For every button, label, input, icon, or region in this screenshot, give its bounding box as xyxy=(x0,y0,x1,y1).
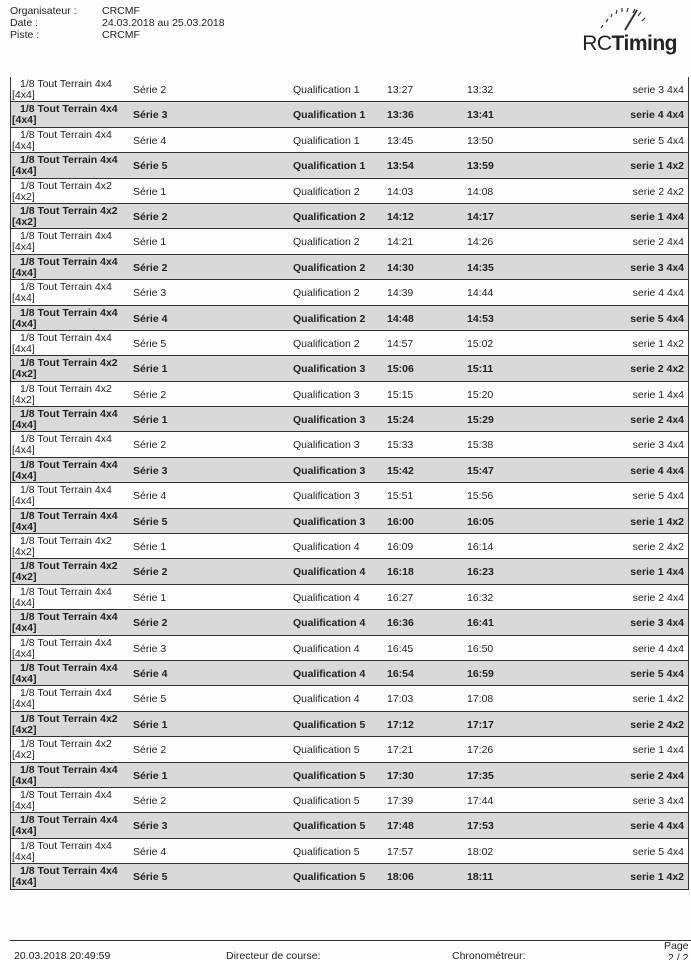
start-time-cell: 16:09 xyxy=(387,541,414,554)
next-serie-cell: serie 5 4x4 xyxy=(632,490,684,503)
class-cell: [4x4] xyxy=(12,698,35,711)
table-row xyxy=(11,585,688,610)
category-cell: 1/8 Tout Terrain 4x4 xyxy=(20,331,112,344)
serie-cell: Série 2 xyxy=(133,84,167,96)
category-cell: 1/8 Tout Terrain 4x4 xyxy=(20,763,118,776)
qualification-cell: Qualification 4 xyxy=(293,642,360,655)
start-time-cell: 17:30 xyxy=(387,769,414,782)
class-cell: [4x2] xyxy=(12,749,35,762)
serie-cell: Série 1 xyxy=(133,414,168,427)
table-row xyxy=(11,661,688,686)
table-row xyxy=(11,864,688,889)
next-serie-cell: serie 4 4x4 xyxy=(632,287,684,300)
class-cell: [4x2] xyxy=(12,368,37,381)
class-cell: [4x4] xyxy=(12,672,37,685)
end-time-cell: 16:05 xyxy=(467,515,494,528)
qualification-cell: Qualification 1 xyxy=(293,109,366,122)
page-number: 2 / 2 xyxy=(668,952,689,960)
serie-cell: Série 1 xyxy=(133,185,167,198)
end-time-cell: 15:56 xyxy=(467,490,494,503)
end-time-cell: 14:08 xyxy=(467,185,494,198)
next-serie-cell: serie 2 4x2 xyxy=(632,185,684,198)
qualification-cell: Qualification 3 xyxy=(293,515,366,528)
piste-label: Piste : xyxy=(10,29,40,41)
next-serie-cell: serie 5 4x4 xyxy=(630,312,684,325)
next-serie-cell: serie 1 4x4 xyxy=(630,566,684,579)
end-time-cell: 15:47 xyxy=(467,464,494,477)
serie-cell: Série 2 xyxy=(133,617,168,630)
end-time-cell: 16:41 xyxy=(467,617,494,630)
table-row xyxy=(11,788,688,813)
start-time-cell: 17:03 xyxy=(387,693,414,706)
class-cell: [4x2] xyxy=(12,215,37,228)
next-serie-cell: serie 4 4x4 xyxy=(632,642,684,655)
next-serie-cell: serie 1 4x2 xyxy=(632,693,684,706)
category-cell: 1/8 Tout Terrain 4x4 xyxy=(20,78,112,90)
class-cell: [4x4] xyxy=(12,165,37,178)
table-row xyxy=(11,813,688,838)
serie-cell: Série 1 xyxy=(133,591,167,604)
serie-cell: Série 2 xyxy=(133,210,168,223)
category-cell: 1/8 Tout Terrain 4x2 xyxy=(20,179,112,192)
table-row xyxy=(11,102,688,127)
next-serie-cell: serie 3 4x4 xyxy=(632,439,684,452)
qualification-cell: Qualification 5 xyxy=(293,794,360,807)
table-row xyxy=(11,306,688,331)
start-time-cell: 17:48 xyxy=(387,820,414,833)
qualification-cell: Qualification 5 xyxy=(293,820,366,833)
table-row xyxy=(11,153,688,178)
serie-cell: Série 2 xyxy=(133,388,167,401)
table-row xyxy=(11,432,688,457)
category-cell: 1/8 Tout Terrain 4x4 xyxy=(20,154,118,167)
serie-cell: Série 3 xyxy=(133,287,167,300)
start-time-cell: 17:12 xyxy=(387,718,414,731)
page-label: Page xyxy=(664,940,689,952)
end-time-cell: 16:59 xyxy=(467,667,494,680)
qualification-cell: Qualification 3 xyxy=(293,363,366,376)
serie-cell: Série 4 xyxy=(133,845,167,858)
category-cell: 1/8 Tout Terrain 4x2 xyxy=(20,382,112,395)
class-cell: [4x2] xyxy=(12,393,35,406)
end-time-cell: 15:29 xyxy=(467,414,494,427)
table-row xyxy=(11,559,688,584)
logo-text: RCTiming xyxy=(582,32,677,55)
serie-cell: Série 5 xyxy=(133,871,168,884)
category-cell: 1/8 Tout Terrain 4x4 xyxy=(20,306,118,319)
table-row xyxy=(11,610,688,635)
serie-cell: Série 1 xyxy=(133,718,168,731)
end-time-cell: 14:44 xyxy=(467,287,494,300)
next-serie-cell: serie 3 4x4 xyxy=(630,617,684,630)
class-cell: [4x4] xyxy=(12,114,37,127)
serie-cell: Série 3 xyxy=(133,109,168,122)
next-serie-cell: serie 2 4x4 xyxy=(632,236,684,249)
qualification-cell: Qualification 4 xyxy=(293,667,366,680)
serie-cell: Série 3 xyxy=(133,642,167,655)
category-cell: 1/8 Tout Terrain 4x4 xyxy=(20,433,112,446)
class-cell: [4x4] xyxy=(12,266,37,279)
qualification-cell: Qualification 3 xyxy=(293,439,360,452)
start-time-cell: 15:33 xyxy=(387,439,414,452)
end-time-cell: 15:11 xyxy=(467,363,494,376)
start-time-cell: 16:00 xyxy=(387,515,414,528)
serie-cell: Série 2 xyxy=(133,744,167,757)
serie-cell: Série 2 xyxy=(133,794,167,807)
date-label: Date : xyxy=(10,17,39,29)
class-cell: [4x4] xyxy=(12,876,37,889)
start-time-cell: 16:36 xyxy=(387,617,414,630)
qualification-cell: Qualification 5 xyxy=(293,871,366,884)
category-cell: 1/8 Tout Terrain 4x4 xyxy=(20,585,112,598)
start-time-cell: 13:45 xyxy=(387,134,414,147)
qualification-cell: Qualification 3 xyxy=(293,414,366,427)
next-serie-cell: serie 3 4x4 xyxy=(630,261,684,274)
class-cell: [4x4] xyxy=(12,495,35,508)
start-time-cell: 14:30 xyxy=(387,261,414,274)
serie-cell: Série 4 xyxy=(133,667,168,680)
start-time-cell: 18:06 xyxy=(387,871,414,884)
start-time-cell: 13:27 xyxy=(387,84,414,96)
class-cell: [4x4] xyxy=(12,596,35,609)
category-cell: 1/8 Tout Terrain 4x4 xyxy=(20,839,112,852)
start-time-cell: 14:03 xyxy=(387,185,414,198)
category-cell: 1/8 Tout Terrain 4x2 xyxy=(20,712,118,725)
end-time-cell: 16:23 xyxy=(467,566,494,579)
schedule-table xyxy=(10,77,689,890)
start-time-cell: 15:24 xyxy=(387,414,414,427)
qualification-cell: Qualification 2 xyxy=(293,210,366,223)
qualification-cell: Qualification 3 xyxy=(293,464,366,477)
category-cell: 1/8 Tout Terrain 4x2 xyxy=(20,738,112,751)
serie-cell: Série 2 xyxy=(133,566,168,579)
class-cell: [4x4] xyxy=(12,342,35,355)
table-row xyxy=(11,331,688,356)
next-serie-cell: serie 4 4x4 xyxy=(630,820,684,833)
table-row xyxy=(11,204,688,229)
end-time-cell: 15:38 xyxy=(467,439,494,452)
qualification-cell: Qualification 4 xyxy=(293,591,360,604)
qualification-cell: Qualification 1 xyxy=(293,84,360,96)
serie-cell: Série 5 xyxy=(133,160,168,173)
next-serie-cell: serie 1 4x4 xyxy=(632,744,684,757)
class-cell: [4x4] xyxy=(12,647,35,660)
table-row xyxy=(11,458,688,483)
table-row xyxy=(11,509,688,534)
document-header xyxy=(10,5,225,41)
start-time-cell: 16:18 xyxy=(387,566,414,579)
serie-cell: Série 5 xyxy=(133,337,167,350)
class-cell: [4x4] xyxy=(12,292,35,305)
start-time-cell: 14:48 xyxy=(387,312,414,325)
end-time-cell: 16:32 xyxy=(467,591,494,604)
end-time-cell: 17:17 xyxy=(467,718,494,731)
end-time-cell: 17:26 xyxy=(467,744,494,757)
table-row xyxy=(11,382,688,407)
table-row xyxy=(11,483,688,508)
category-cell: 1/8 Tout Terrain 4x4 xyxy=(20,230,112,243)
end-time-cell: 16:50 xyxy=(467,642,494,655)
class-cell: [4x4] xyxy=(12,850,35,863)
organisateur-value: CRCMF xyxy=(102,5,140,17)
qualification-cell: Qualification 1 xyxy=(293,160,366,173)
category-cell: 1/8 Tout Terrain 4x4 xyxy=(20,255,118,268)
qualification-cell: Qualification 4 xyxy=(293,541,360,554)
category-cell: 1/8 Tout Terrain 4x4 xyxy=(20,636,112,649)
end-time-cell: 13:59 xyxy=(467,160,494,173)
serie-cell: Série 5 xyxy=(133,515,168,528)
start-time-cell: 14:39 xyxy=(387,287,414,300)
qualification-cell: Qualification 3 xyxy=(293,388,360,401)
table-row xyxy=(11,356,688,381)
serie-cell: Série 4 xyxy=(133,312,168,325)
serie-cell: Série 5 xyxy=(133,693,167,706)
qualification-cell: Qualification 2 xyxy=(293,261,366,274)
table-row xyxy=(11,255,688,280)
next-serie-cell: serie 1 4x2 xyxy=(630,160,684,173)
table-row xyxy=(11,686,688,711)
category-cell: 1/8 Tout Terrain 4x4 xyxy=(20,103,118,116)
end-time-cell: 18:02 xyxy=(467,845,494,858)
qualification-cell: Qualification 5 xyxy=(293,845,360,858)
class-cell: [4x4] xyxy=(12,444,35,457)
category-cell: 1/8 Tout Terrain 4x4 xyxy=(20,484,112,497)
qualification-cell: Qualification 5 xyxy=(293,769,366,782)
class-cell: [4x2] xyxy=(12,546,35,559)
start-time-cell: 16:54 xyxy=(387,667,414,680)
date-value: 24.03.2018 au 25.03.2018 xyxy=(102,17,225,29)
serie-cell: Série 1 xyxy=(133,541,167,554)
start-time-cell: 15:15 xyxy=(387,388,414,401)
gauge-icon xyxy=(597,4,647,32)
category-cell: 1/8 Tout Terrain 4x2 xyxy=(20,357,118,370)
class-cell: [4x4] xyxy=(12,241,35,254)
rc-timing-logo xyxy=(567,4,677,54)
end-time-cell: 15:20 xyxy=(467,388,494,401)
start-time-cell: 16:45 xyxy=(387,642,414,655)
start-time-cell: 13:36 xyxy=(387,109,414,122)
next-serie-cell: serie 4 4x4 xyxy=(630,464,684,477)
category-cell: 1/8 Tout Terrain 4x4 xyxy=(20,814,118,827)
table-row xyxy=(11,712,688,737)
class-cell: [4x4] xyxy=(12,419,37,432)
start-time-cell: 14:21 xyxy=(387,236,414,249)
class-cell: [4x4] xyxy=(12,89,35,101)
print-timestamp: 20.03.2018 20:49:59 xyxy=(14,950,111,960)
next-serie-cell: serie 2 4x4 xyxy=(630,769,684,782)
category-cell: 1/8 Tout Terrain 4x4 xyxy=(20,281,112,294)
end-time-cell: 15:02 xyxy=(467,337,494,350)
category-cell: 1/8 Tout Terrain 4x4 xyxy=(20,788,112,801)
class-cell: [4x4] xyxy=(12,825,37,838)
serie-cell: Série 1 xyxy=(133,236,167,249)
serie-cell: Série 4 xyxy=(133,490,167,503)
class-cell: [4x4] xyxy=(12,317,37,330)
start-time-cell: 14:12 xyxy=(387,210,414,223)
end-time-cell: 14:53 xyxy=(467,312,494,325)
class-cell: [4x4] xyxy=(12,799,35,812)
category-cell: 1/8 Tout Terrain 4x4 xyxy=(20,865,118,878)
next-serie-cell: serie 2 4x2 xyxy=(630,363,684,376)
next-serie-cell: serie 2 4x2 xyxy=(632,541,684,554)
next-serie-cell: serie 2 4x4 xyxy=(630,414,684,427)
next-serie-cell: serie 1 4x4 xyxy=(630,210,684,223)
qualification-cell: Qualification 2 xyxy=(293,287,360,300)
next-serie-cell: serie 1 4x4 xyxy=(632,388,684,401)
footer-divider xyxy=(10,940,691,941)
table-row xyxy=(11,636,688,661)
table-row xyxy=(11,763,688,788)
end-time-cell: 18:11 xyxy=(467,871,494,884)
start-time-cell: 14:57 xyxy=(387,337,414,350)
start-time-cell: 17:21 xyxy=(387,744,414,757)
serie-cell: Série 3 xyxy=(133,820,168,833)
end-time-cell: 14:17 xyxy=(467,210,494,223)
category-cell: 1/8 Tout Terrain 4x2 xyxy=(20,204,118,217)
class-cell: [4x4] xyxy=(12,469,37,482)
class-cell: [4x4] xyxy=(12,139,35,152)
end-time-cell: 16:14 xyxy=(467,541,494,554)
next-serie-cell: serie 1 4x2 xyxy=(632,337,684,350)
end-time-cell: 17:35 xyxy=(467,769,494,782)
table-row xyxy=(11,280,688,305)
class-cell: [4x2] xyxy=(12,190,35,203)
start-time-cell: 15:42 xyxy=(387,464,414,477)
next-serie-cell: serie 1 4x2 xyxy=(630,871,684,884)
end-time-cell: 14:26 xyxy=(467,236,494,249)
next-serie-cell: serie 5 4x4 xyxy=(632,134,684,147)
category-cell: 1/8 Tout Terrain 4x4 xyxy=(20,458,118,471)
qualification-cell: Qualification 5 xyxy=(293,744,360,757)
category-cell: 1/8 Tout Terrain 4x4 xyxy=(20,687,112,700)
next-serie-cell: serie 3 4x4 xyxy=(632,84,684,96)
next-serie-cell: serie 2 4x4 xyxy=(632,591,684,604)
table-row xyxy=(11,534,688,559)
table-row xyxy=(11,179,688,204)
serie-cell: Série 2 xyxy=(133,261,168,274)
next-serie-cell: serie 2 4x2 xyxy=(630,718,684,731)
start-time-cell: 15:51 xyxy=(387,490,414,503)
qualification-cell: Qualification 3 xyxy=(293,490,360,503)
end-time-cell: 17:08 xyxy=(467,693,494,706)
qualification-cell: Qualification 2 xyxy=(293,236,360,249)
serie-cell: Série 2 xyxy=(133,439,167,452)
start-time-cell: 16:27 xyxy=(387,591,414,604)
serie-cell: Série 1 xyxy=(133,363,168,376)
table-row xyxy=(11,407,688,432)
directeur-label: Directeur de course: xyxy=(226,950,321,960)
category-cell: 1/8 Tout Terrain 4x4 xyxy=(20,509,118,522)
end-time-cell: 17:53 xyxy=(467,820,494,833)
start-time-cell: 13:54 xyxy=(387,160,414,173)
next-serie-cell: serie 4 4x4 xyxy=(630,109,684,122)
piste-value: CRCMF xyxy=(102,29,140,41)
next-serie-cell: serie 1 4x2 xyxy=(630,515,684,528)
table-row xyxy=(11,229,688,254)
qualification-cell: Qualification 4 xyxy=(293,617,366,630)
class-cell: [4x4] xyxy=(12,622,37,635)
class-cell: [4x4] xyxy=(12,520,37,533)
serie-cell: Série 1 xyxy=(133,769,168,782)
qualification-cell: Qualification 4 xyxy=(293,693,360,706)
end-time-cell: 13:50 xyxy=(467,134,494,147)
end-time-cell: 14:35 xyxy=(467,261,494,274)
organisateur-label: Organisateur : xyxy=(10,5,77,17)
end-time-cell: 17:44 xyxy=(467,794,494,807)
category-cell: 1/8 Tout Terrain 4x4 xyxy=(20,611,118,624)
qualification-cell: Qualification 5 xyxy=(293,718,366,731)
table-row xyxy=(11,77,688,102)
serie-cell: Série 4 xyxy=(133,134,167,147)
end-time-cell: 13:41 xyxy=(467,109,494,122)
start-time-cell: 17:39 xyxy=(387,794,414,807)
qualification-cell: Qualification 2 xyxy=(293,312,366,325)
category-cell: 1/8 Tout Terrain 4x2 xyxy=(20,535,112,548)
next-serie-cell: serie 3 4x4 xyxy=(632,794,684,807)
table-row xyxy=(11,737,688,762)
category-cell: 1/8 Tout Terrain 4x4 xyxy=(20,128,112,141)
table-row xyxy=(11,839,688,864)
class-cell: [4x2] xyxy=(12,723,37,736)
next-serie-cell: serie 5 4x4 xyxy=(630,667,684,680)
serie-cell: Série 3 xyxy=(133,464,168,477)
category-cell: 1/8 Tout Terrain 4x2 xyxy=(20,560,118,573)
qualification-cell: Qualification 2 xyxy=(293,185,360,198)
class-cell: [4x2] xyxy=(12,571,37,584)
chronometreur-label: Chronométreur: xyxy=(452,950,526,960)
start-time-cell: 17:57 xyxy=(387,845,414,858)
next-serie-cell: serie 5 4x4 xyxy=(632,845,684,858)
qualification-cell: Qualification 2 xyxy=(293,337,360,350)
category-cell: 1/8 Tout Terrain 4x4 xyxy=(20,661,118,674)
qualification-cell: Qualification 1 xyxy=(293,134,360,147)
category-cell: 1/8 Tout Terrain 4x4 xyxy=(20,408,118,421)
end-time-cell: 13:32 xyxy=(467,84,494,96)
qualification-cell: Qualification 4 xyxy=(293,566,366,579)
class-cell: [4x4] xyxy=(12,774,37,787)
start-time-cell: 15:06 xyxy=(387,363,414,376)
table-row xyxy=(11,128,688,153)
